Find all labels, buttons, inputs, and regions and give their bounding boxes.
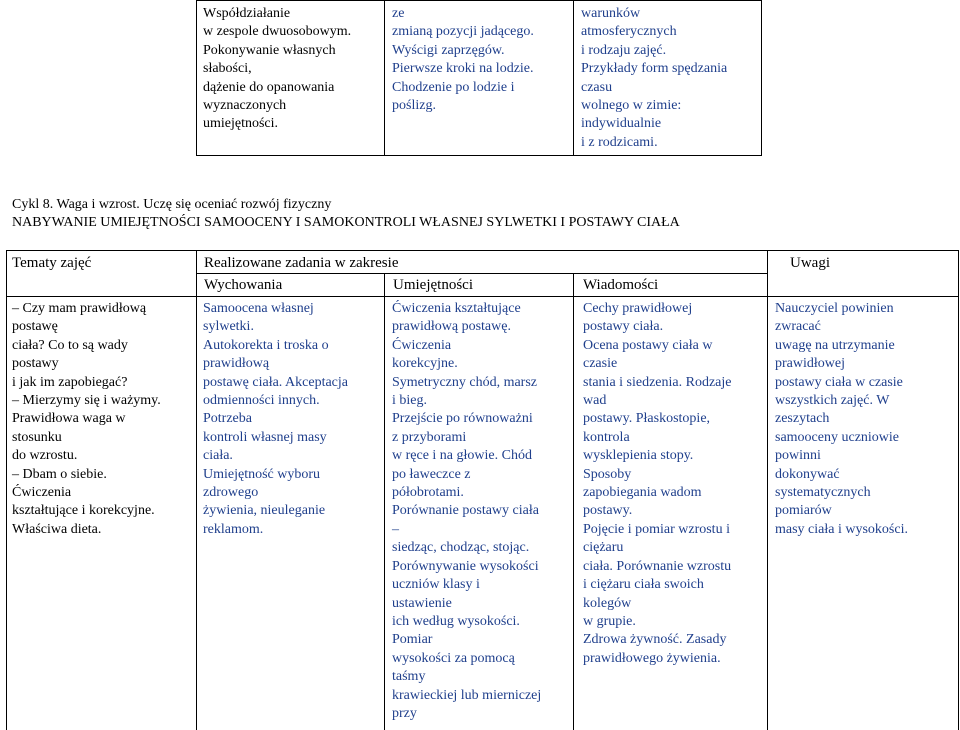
main-table-border [384,273,385,730]
main-table-border [767,250,768,730]
header-knowledge: Wiadomości [583,277,659,293]
top-cell-ice-exercises: ze zmianą pozycji jadącego. Wyścigi zaprzęgów. Pierwsze kroki na lodzie. Chodzenie po lodzie i poślizg. [392,6,534,114]
top-table-bottom-border [196,155,762,156]
cycle-title: Cykl 8. Waga i wzrost. Uczę się oceniać rozwój fizyczny [12,197,332,212]
top-cell-winter-activities: warunków atmosferycznych i rodzaju zajęć. Przykłady form spędzania czasu wolnego w zimie: indywidualnie i z rodzicami. [581,6,728,150]
cell-skills: Ćwiczenia kształtujące prawidłową postawę. Ćwiczenia korekcyjne. Symetryczny chód, marsz i bieg. Przejście po równoważni z przyborami w ręce i na głowie. Chód po ławeczce z półobrotami. Porównanie postawy ciała – siedząc, chodząc, stojąc. Porównywanie wysokości uczniów klasy i ustawienie ich według wysokości. Pomiar wysokości za pomocą taśmy krawieckiej lub mierniczej przy [392,301,542,721]
cell-upbringing: Samoocena własnej sylwetki. Autokorekta i troska o prawidłową postawę ciała. Akceptacja odmienności innych. Potrzeba kontroli własnej masy ciała. Umiejętność wyboru zdrowego żywienia, nieuleganie reklamom. [203,301,348,537]
top-table-border [761,0,762,156]
cell-topics: – Czy mam prawidłową postawę ciała? Co to są wady postawy i jak im zapobiegać? – Mierzymy się i ważymy. Prawidłowa waga w stosunku do wzrostu. – Dbam o siebie. Ćwiczenia kształtujące i korekcyjne. Właściwa dieta. [12,301,161,537]
cell-notes: Nauczyciel powinien zwracać uwagę na utrzymanie prawidłowej postawy ciała w czasie wszystkich zajęć. W zeszytach samooceny uczniowie powinni dokonywać systematycznych pomiarów masy ciała i wysokości. [775,301,908,537]
main-table-border [6,250,7,730]
cycle-subtitle: NABYWANIE UMIEJĘTNOŚCI SAMOOCENY I SAMOKONTROLI WŁASNEJ SYLWETKI I POSTAWY CIAŁA [12,215,680,230]
header-tasks: Realizowane zadania w zakresie [204,255,399,271]
main-table-header-bottom-border [6,296,959,297]
main-table-border [958,250,959,730]
main-table-border [573,273,574,730]
main-table-border [196,250,197,730]
top-table-top-border [196,0,761,1]
header-topics: Tematy zajęć [12,255,92,271]
top-cell-cooperation: Współdziałanie w zespole dwuosobowym. Pokonywanie własnych słabości, dążenie do opanowania wyznaczonych umiejętności. [203,6,352,132]
top-table-border [384,0,385,156]
top-table-border [573,0,574,156]
header-upbringing: Wychowania [204,277,283,293]
main-table-top-border [6,250,959,251]
cell-knowledge: Cechy prawidłowej postawy ciała. Ocena postawy ciała w czasie stania i siedzenia. Rodzaje wad postawy. Płaskostopie, kontrola wysklepienia stopy. Sposoby zapobiegania wadom postawy. Pojęcie i pomiar wzrostu i ciężaru ciała. Porównanie wzrostu i ciężaru ciała swoich kolegów w grupie. Zdrowa żywność. Zasady prawidłowego żywienia. [583,301,732,666]
top-table-border [196,0,197,156]
header-skills: Umiejętności [393,277,473,293]
main-table-subheader-border [196,273,767,274]
header-notes: Uwagi [790,255,830,271]
